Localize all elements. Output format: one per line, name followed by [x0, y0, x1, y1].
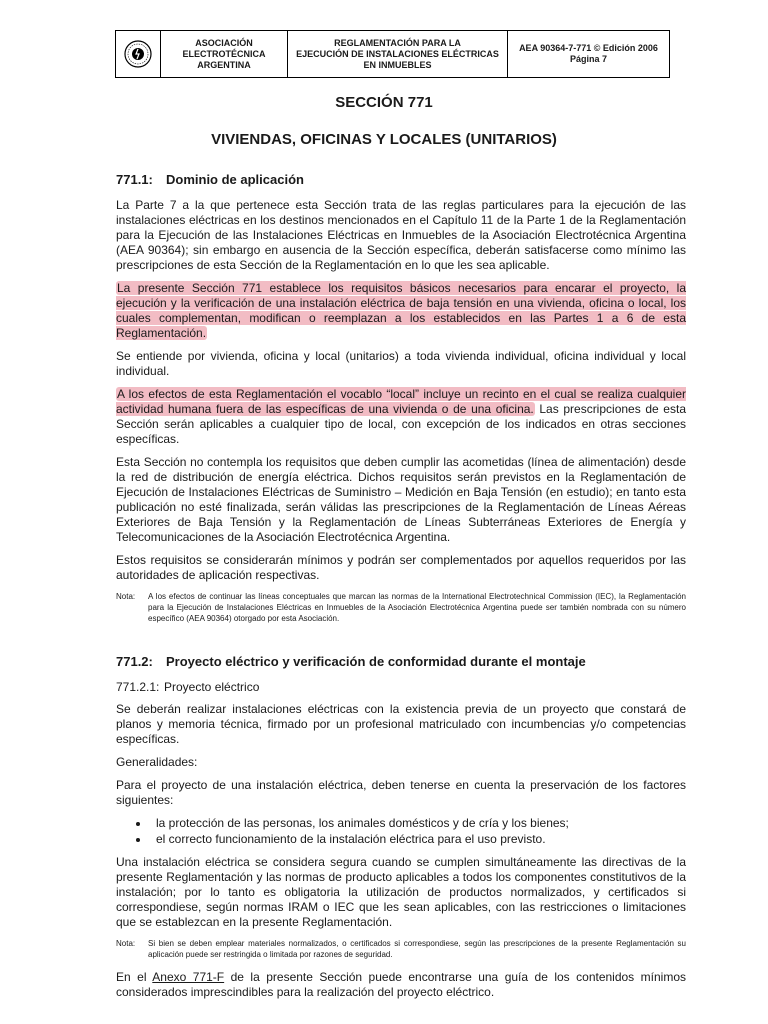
subheading-text: Proyecto eléctrico: [164, 680, 260, 694]
note-text: A los efectos de continuar las líneas conceptuales que marcan las normas de la International Electrotechnical Commission (IEC), la Reglamentación para la Ejecución de Instalaciones Eléctricas en Inmuebles de la Asociación Electrotécnica Argentina puede ser también nombrada con su número específico (AEA 90364) otorgado por esta Asociación.: [148, 592, 686, 623]
association-line-3: ARGENTINA: [197, 59, 251, 70]
annex-link[interactable]: Anexo 771-F: [152, 970, 225, 984]
document-reference: AEA 90364-7-771 © Edición 2006: [519, 43, 658, 53]
list-item: • el correcto funcionamiento de la instalación eléctrica para el uso previsto.: [150, 832, 686, 847]
paragraph: Se entiende por vivienda, oficina y local (unitarios) a toda vivienda individual, oficina individual y local individual.: [116, 349, 686, 378]
paragraph: Generalidades:: [116, 755, 198, 769]
paragraph: La Parte 7 a la que pertenece esta Sección trata de las reglas particulares para la ejecución de las instalaciones eléctricas en los destinos mencionados en el Capítulo 11 de la Parte 1 de la Reglamentación para la Ejecución de las Instalaciones Eléctricas en Inmuebles de la Asociación Electrotécnica Argentina (AEA 90364); sin embargo en ausencia de la Sección específica, deberán satisfacerse como mínimo las prescripciones de esta Sección de la Reglamentación en lo que les sea aplicable.: [116, 198, 686, 272]
page-number: Página 7: [569, 54, 607, 64]
subheading-771-2-1: [116, 680, 686, 694]
paragraph: [116, 281, 686, 341]
subheading-number: 771.2.1:: [116, 680, 160, 694]
logo-cell: [116, 31, 161, 77]
bullet-list: [116, 816, 686, 847]
reference-cell: [508, 31, 669, 77]
association-cell: [161, 31, 288, 77]
regulation-line-1: REGLAMENTACIÓN PARA LA: [334, 37, 461, 48]
note: [116, 938, 686, 960]
heading-text: Proyecto eléctrico y verificación de conformidad durante el montaje: [166, 654, 586, 669]
paragraph-text: Las prescripciones de esta Sección serán aplicables a cualquier tipo de local, con excepción de los indicados en otras secciones específicas.: [116, 402, 686, 446]
heading-number: 771.1:: [116, 172, 153, 187]
heading-number: 771.2:: [116, 654, 153, 669]
note-label: Nota:: [116, 939, 136, 948]
note-label: Nota:: [116, 592, 136, 601]
highlighted-text: A los efectos de esta Reglamentación el vocablo “local” incluye un recinto en el cual se realiza cualquier actividad humana fuera de las específicas de una vivienda o de una oficina.: [116, 387, 686, 416]
paragraph: Se deberán realizar instalaciones eléctricas con la existencia previa de un proyecto que constará de planos y memoria técnica, firmado por un profesional matriculado con incumbencias y/o competencias específicas.: [116, 702, 686, 746]
paragraph: Una instalación eléctrica se considera segura cuando se cumplen simultáneamente las directivas de la presente Reglamentación y las normas de producto aplicables a todos los componentes constitutivos de la instalación; por lo tanto es obligatoria la utilización de productos normalizados, y certificados si correspondiese, según normas IRAM o IEC que les sean aplicables, con las restricciones o limitaciones que se establezcan en la presente Reglamentación.: [116, 855, 686, 929]
paragraph: Para el proyecto de una instalación eléctrica, deben tenerse en cuenta la preservación de los factores siguientes:: [116, 778, 686, 807]
heading-771-2: [116, 654, 686, 669]
note: [116, 591, 686, 624]
paragraph-text: En el: [116, 970, 153, 984]
regulation-line-3: EN INMUEBLES: [363, 59, 432, 70]
association-line-2: ELECTROTÉCNICA: [182, 48, 266, 59]
paragraph: Esta Sección no contempla los requisitos que deben cumplir las acometidas (línea de alimentación) desde la red de distribución de energía eléctrica. Dichos requisitos serán previstos en la Reglamentación de Ejecución de Instalaciones Eléctricas de Suministro – Medición en Baja Tensión (en estudio); en tanto esta publicación no esté finalizada, serán válidas las prescripciones de la Reglamentación de Líneas Aéreas Exteriores de Baja Tensión y la Reglamentación de Líneas Subterráneas Exteriores de Energía y Telecomunicaciones de la Asociación Electrotécnica Argentina.: [116, 455, 686, 544]
paragraph: Estos requisitos se considerarán mínimos y podrán ser complementados por aquellos requeridos por las autoridades de aplicación respectivas.: [116, 553, 686, 582]
section-title: SECCIÓN 771: [335, 94, 433, 111]
paragraph: [116, 970, 686, 1000]
association-line-1: ASOCIACIÓN: [195, 37, 253, 48]
paragraph-text: de la presente Sección puede encontrarse una guía de los contenidos mínimos considerados imprescindibles para la realización del proyecto eléctrico.: [116, 970, 686, 999]
paragraph: [116, 387, 686, 447]
list-item: • la protección de las personas, los animales domésticos y de cría y los bienes;: [150, 816, 686, 831]
heading-text: Dominio de aplicación: [166, 172, 304, 187]
regulation-cell: [288, 31, 508, 77]
aea-logo-icon: [123, 39, 153, 69]
heading-771-1: [116, 172, 686, 187]
regulation-line-2: EJECUCIÓN DE INSTALACIONES ELÉCTRICAS: [296, 48, 499, 59]
document-body: [116, 172, 686, 1008]
section-subtitle: VIVIENDAS, OFICINAS Y LOCALES (UNITARIOS): [211, 131, 557, 148]
page-header-table: [115, 30, 670, 78]
highlighted-text: La presente Sección 771 establece los requisitos básicos necesarios para encarar el proyecto, la ejecución y la verificación de una instalación eléctrica de baja tensión en una vivienda, oficina o local, los cuales complementan, modifican o reemplazan a los establecidos en las Partes 1 a 6 de esta Reglamentación.: [116, 281, 686, 340]
note-text: Si bien se deben emplear materiales normalizados, o certificados si correspondiese, según las prescripciones de la presente Reglamentación su aplicación puede ser restringida o limitada por razones de seguridad.: [148, 939, 686, 959]
